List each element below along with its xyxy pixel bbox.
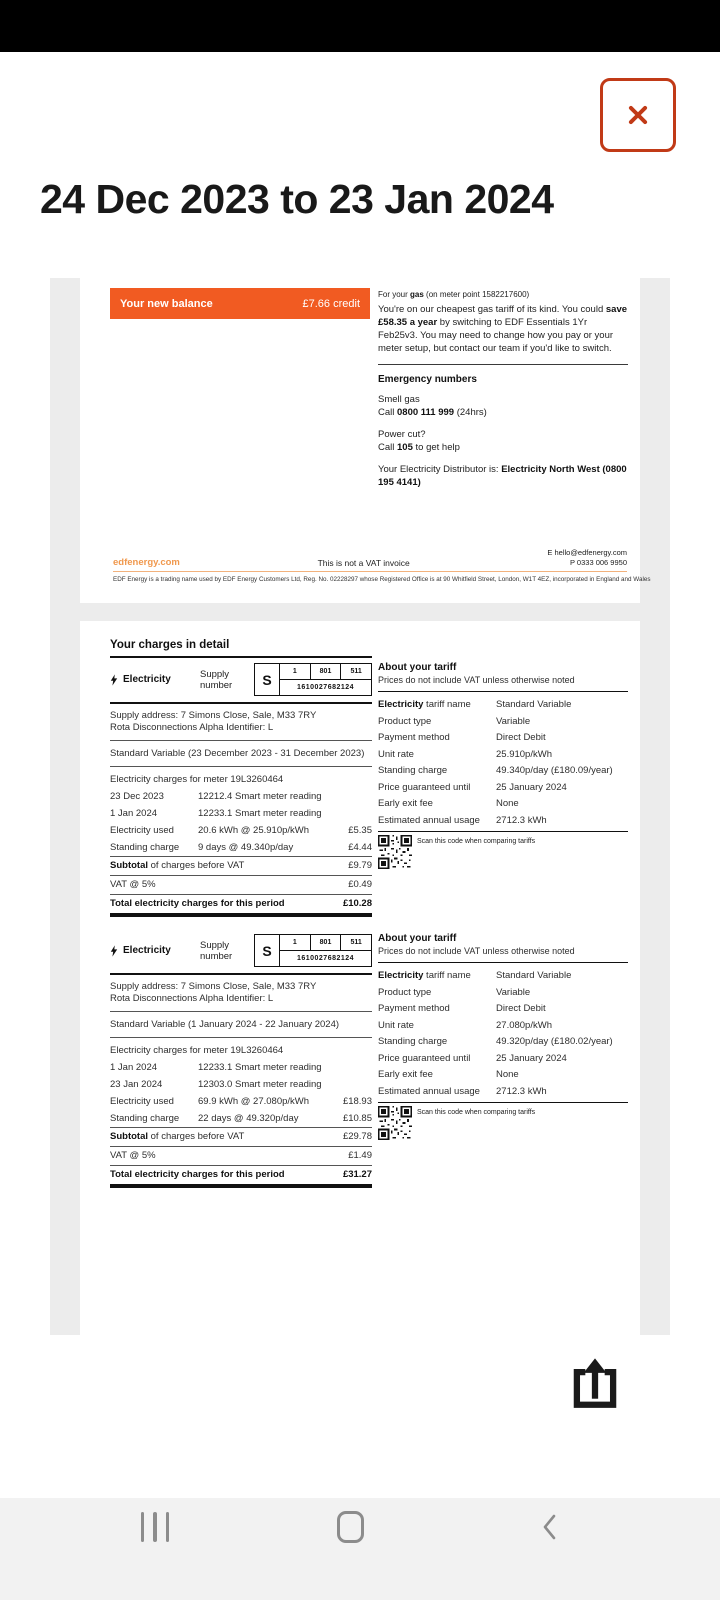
supply-header-row bbox=[110, 929, 372, 973]
qr-caption: Scan this code when comparing tariffs bbox=[417, 838, 536, 845]
tariff-row: Payment method Direct Debit bbox=[378, 1003, 546, 1014]
pdf-viewer[interactable] bbox=[50, 278, 670, 1335]
charge-row: Electricity used 69.9 kWh @ 27.080p/kWh £18.93 bbox=[110, 1096, 372, 1107]
status-bar bbox=[0, 0, 720, 52]
tariff-subheading: Prices do not include VAT unless otherwise noted bbox=[378, 946, 575, 956]
bill-page-2 bbox=[80, 621, 640, 1335]
gas-tariff-note bbox=[378, 290, 628, 489]
vat-row: VAT @ 5% £0.49 bbox=[110, 879, 372, 890]
tariff-row: Product type Variable bbox=[378, 715, 531, 727]
tariff-subheading: Prices do not include VAT unless otherwise noted bbox=[378, 675, 575, 685]
product-label: Electricity bbox=[123, 674, 171, 685]
supply-header-row bbox=[110, 658, 372, 702]
charge-row: Standing charge 9 days @ 49.340p/day £4.44 bbox=[110, 842, 372, 853]
supply-address: Supply address: 7 Simons Close, Sale, M33 7RY Rota Disconnections Alpha Identifier: L bbox=[110, 981, 317, 1004]
vat-note: This is not a VAT invoice bbox=[317, 558, 410, 568]
home-button[interactable] bbox=[327, 1506, 373, 1548]
total-row: Total electricity charges for this period £31.27 bbox=[110, 1169, 372, 1180]
supply-address: Supply address: 7 Simons Close, Sale, M33 7RY Rota Disconnections Alpha Identifier: L bbox=[110, 710, 317, 733]
tariff-row: Price guaranteed until 25 January 2024 bbox=[378, 1052, 567, 1064]
tariff-row: Electricity tariff name Standard Variable bbox=[378, 699, 572, 710]
distributor-line: Your Electricity Distributor is: Electricity North West (0800 195 4141) bbox=[378, 464, 627, 488]
contact-details: E hello@edfenergy.com P 0333 006 9950 bbox=[547, 548, 627, 567]
supply-number-box: S 1 801 511 1610027682124 bbox=[254, 934, 372, 967]
edf-website-link: edfenergy.com bbox=[113, 557, 180, 568]
tariff-row: Electricity tariff name Standard Variable bbox=[378, 970, 572, 981]
tariff-heading: About your tariff bbox=[378, 662, 457, 673]
gas-note-heading: For your gas (on meter point 1582217600) bbox=[378, 290, 530, 299]
tariff-row: Estimated annual usage 2712.3 kWh bbox=[378, 1085, 547, 1097]
page-title: 24 Dec 2023 to 23 Jan 2024 bbox=[40, 176, 554, 222]
qr-block bbox=[378, 1102, 628, 1140]
tariff-row: Standing charge 49.320p/day (£180.02/year) bbox=[378, 1036, 613, 1047]
back-button[interactable] bbox=[527, 1506, 573, 1548]
vat-row: VAT @ 5% £1.49 bbox=[110, 1150, 372, 1161]
charge-row: Electricity used 20.6 kWh @ 25.910p/kWh £5.35 bbox=[110, 825, 372, 836]
recents-button[interactable] bbox=[132, 1506, 178, 1548]
qr-code bbox=[378, 835, 412, 869]
tariff-row: Early exit fee None bbox=[378, 798, 519, 809]
charge-row: 23 Dec 2023 12212.4 Smart meter reading bbox=[110, 791, 322, 802]
navigation-bar bbox=[0, 1498, 720, 1600]
footer-divider bbox=[113, 571, 627, 572]
supply-number-box: S 1 801 511 1610027682124 bbox=[254, 663, 372, 696]
gas-paragraph: You're on our cheapest gas tariff of its kind. You could save £58.35 a year by switching to EDF Essentials 1Yr Feb25v3. You may need to change how you pay or your meter setup, but contact our team if you'd like to switch. bbox=[378, 304, 628, 354]
smell-gas-lines: Smell gas Call 0800 111 999 (24hrs) bbox=[378, 394, 487, 418]
page1-footer bbox=[113, 548, 651, 583]
share-button[interactable] bbox=[566, 1354, 624, 1412]
tariff-row: Unit rate 27.080p/kWh bbox=[378, 1019, 552, 1031]
lightning-bolt-icon bbox=[110, 945, 118, 957]
tariff-row: Payment method Direct Debit bbox=[378, 732, 546, 743]
tariff-row: Early exit fee None bbox=[378, 1069, 519, 1080]
meter-heading: Electricity charges for meter 19L3260464 bbox=[110, 1045, 284, 1056]
divider bbox=[378, 364, 628, 365]
qr-block bbox=[378, 831, 628, 869]
tariff-row: Price guaranteed until 25 January 2024 bbox=[378, 781, 567, 793]
power-cut-lines: Power cut? Call 105 to get help bbox=[378, 429, 460, 453]
share-icon bbox=[566, 1354, 624, 1412]
tariff-row: Unit rate 25.910p/kWh bbox=[378, 748, 552, 760]
legal-text: EDF Energy is a trading name used by EDF Energy Customers Ltd, Reg. No. 02228297 whose Registered Office is at 90 Whitfield Street, London, W1T 4EZ, incorporated in England and Wales bbox=[113, 576, 651, 583]
close-icon bbox=[621, 98, 655, 132]
tariff-row: Product type Variable bbox=[378, 986, 531, 998]
qr-code bbox=[378, 1106, 412, 1140]
supply-number-label: Supply number bbox=[200, 939, 233, 962]
tariff-row: Estimated annual usage 2712.3 kWh bbox=[378, 814, 547, 826]
tariff-period: Standard Variable (23 December 2023 - 31 December 2023) bbox=[110, 748, 365, 759]
supply-number-label: Supply number bbox=[200, 668, 233, 691]
product-label: Electricity bbox=[123, 945, 171, 956]
recents-icon bbox=[141, 1512, 170, 1542]
back-icon bbox=[539, 1512, 561, 1542]
qr-caption: Scan this code when comparing tariffs bbox=[417, 1109, 536, 1116]
subtotal-row: Subtotal of charges before VAT £9.79 bbox=[110, 860, 372, 871]
tariff-period: Standard Variable (1 January 2024 - 22 January 2024) bbox=[110, 1019, 340, 1030]
bill-page-1 bbox=[80, 278, 651, 603]
meter-heading: Electricity charges for meter 19L3260464 bbox=[110, 774, 284, 785]
charges-section-2 bbox=[110, 929, 628, 1188]
lightning-bolt-icon bbox=[110, 674, 118, 686]
balance-label: Your new balance bbox=[120, 297, 213, 310]
emergency-heading: Emergency numbers bbox=[378, 374, 477, 385]
charges-heading: Your charges in detail bbox=[110, 639, 372, 658]
charge-row: 23 Jan 2024 12303.0 Smart meter reading bbox=[110, 1079, 322, 1090]
total-row: Total electricity charges for this period £10.28 bbox=[110, 898, 372, 909]
tariff-row: Standing charge 49.340p/day (£180.09/year) bbox=[378, 765, 613, 776]
balance-value: £7.66 credit bbox=[302, 297, 360, 310]
close-button[interactable] bbox=[600, 78, 676, 152]
charge-row: 1 Jan 2024 12233.1 Smart meter reading bbox=[110, 1062, 322, 1073]
tariff-panel-2 bbox=[378, 933, 628, 1140]
charge-row: Standing charge 22 days @ 49.320p/day £10.85 bbox=[110, 1113, 372, 1124]
charge-row: 1 Jan 2024 12233.1 Smart meter reading bbox=[110, 808, 322, 819]
balance-banner bbox=[110, 288, 370, 319]
subtotal-row: Subtotal of charges before VAT £29.78 bbox=[110, 1131, 372, 1142]
tariff-panel-1 bbox=[378, 662, 628, 869]
charges-section-1 bbox=[110, 658, 628, 917]
tariff-heading: About your tariff bbox=[378, 933, 457, 944]
home-icon bbox=[337, 1511, 364, 1543]
